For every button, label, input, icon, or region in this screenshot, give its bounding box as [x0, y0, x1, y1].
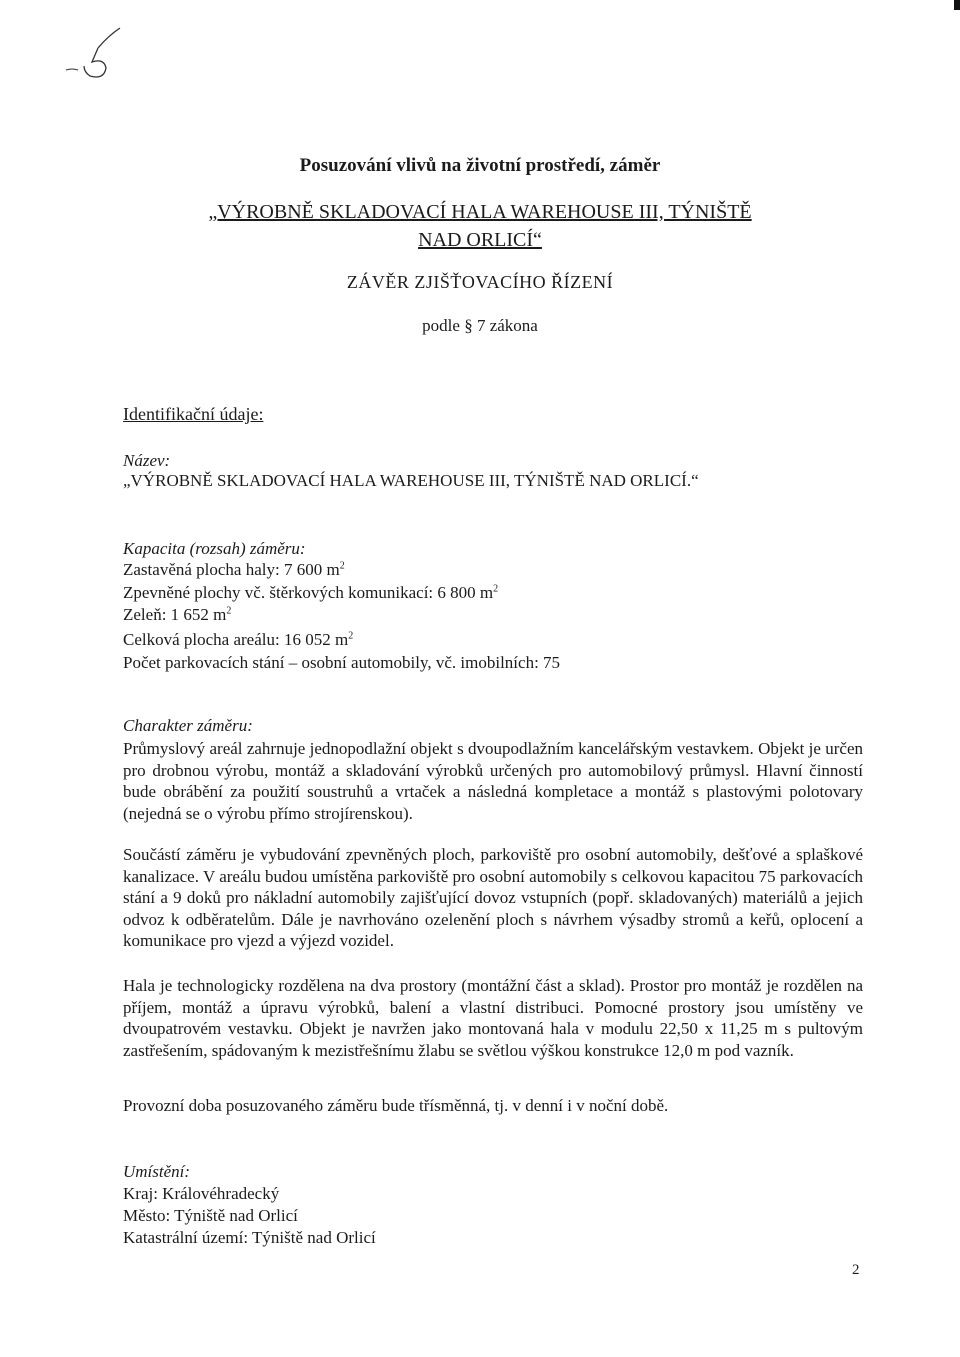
name-value: „VÝROBNĚ SKLADOVACÍ HALA WAREHOUSE III, TÝNIŠTĚ NAD ORLICÍ.“	[123, 471, 699, 490]
paragraph: Součástí záměru je vybudování zpevněných ploch, parkoviště pro osobní automobily, dešťové a splaškové kanalizace. V areálu budou umístěna parkoviště pro osobní automobily s celkovou kapacitou 75 parkovacích stání a 9 doků pro nákladní automobily zajišťující dovoz vstupních (popř. skladovaných) materiálů a jejich odvoz k odběratelům. Dále je navrhováno ozelenění ploch s návrhem výsadby stromů a keřů, oplocení a komunikace pro vjezd a výjezd vozidel.	[123, 845, 863, 950]
capacity-line: Zeleň: 1 652 $m^2$	[123, 605, 232, 624]
capacity-line: Zastavěná plocha haly: 7 600 $m^2$	[123, 560, 345, 579]
document-subtitle: ZÁVĚR ZJIŠŤOVACÍHO ŘÍZENÍ	[346, 272, 614, 292]
document-title	[0, 198, 960, 254]
location-line: Kraj: Královéhradecký	[123, 1184, 280, 1203]
paragraph: Průmyslový areál zahrnuje jednopodlažní objekt s dvoupodlažním kancelářským vestavkem. Objekt je určen pro drobnou výrobu, montáž a skladování výrobků určených pro automobilový průmysl. Hlavní činností bude obrábění za použití soustruhů a vrtaček a následná kompletace a montáž s plastovými polotovary (nejedná se o výrobu přímo strojírenskou).	[123, 739, 863, 823]
law-reference: podle § 7 zákona	[422, 316, 538, 335]
paragraph: Hala je technologicky rozdělena na dva prostory (montážní část a sklad). Prostor pro montáž je rozdělen na příjem, montáž a úpravu výrobků, balení a vlastní distribuci. Pomocné prostory jsou umístěny ve dvoupatrovém vestavku. Objekt je navržen jako montovaná hala v modulu 22,50 x 11,25 m s pultovým zastřešením, spádovaným k mezistřešnímu žlabu se světlou výškou konstrukce 12,0 m pod vazník.	[123, 976, 863, 1060]
handwritten-number	[58, 22, 138, 82]
character-label: Charakter záměru:	[123, 716, 253, 735]
location-label: Umístění:	[123, 1162, 191, 1181]
capacity-line: Počet parkovacích stání – osobní automobily, vč. imobilních: 75	[123, 653, 561, 672]
capacity-line: Zpevněné plochy vč. štěrkových komunikací: 6 800 $m^2$	[123, 583, 499, 602]
paragraph: Provozní doba posuzovaného záměru bude třísměnná, tj. v denní i v noční době.	[123, 1096, 669, 1115]
capacity-line: Celková plocha areálu: 16 052 $m^2$	[123, 630, 354, 649]
capacity-label: Kapacita (rozsah) záměru:	[123, 539, 306, 558]
title-line-2: NAD ORLICÍ“	[418, 229, 542, 251]
page-number: 2	[852, 1262, 860, 1278]
location-line: Město: Týniště nad Orlicí	[123, 1206, 298, 1225]
name-label: Název:	[123, 451, 171, 470]
title-line-1: „VÝROBNĚ SKLADOVACÍ HALA WAREHOUSE III, TÝNIŠTĚ	[208, 201, 752, 223]
scan-corner-mark	[954, 0, 960, 10]
location-line: Katastrální území: Týniště nad Orlicí	[123, 1228, 376, 1247]
header-line: Posuzování vlivů na životní prostředí, záměr	[299, 155, 661, 176]
section-heading: Identifikační údaje:	[123, 404, 264, 424]
